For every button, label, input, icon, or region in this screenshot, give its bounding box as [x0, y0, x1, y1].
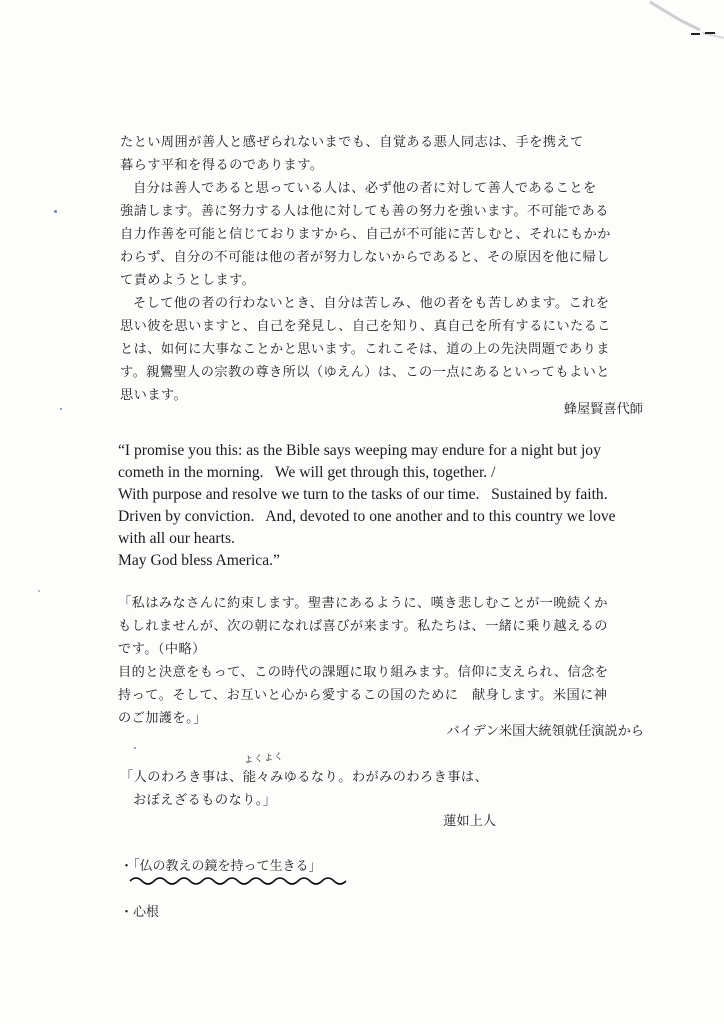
text-line: とは、如何に大事なことかと思います。これこそは、道の上の先決問題でありま: [120, 342, 610, 357]
text-line: のご加護を。」: [118, 711, 207, 726]
scan-speck: [60, 408, 62, 410]
wavy-underline: [128, 874, 358, 888]
translation-source: バイデン米国大統領就任演説から: [446, 724, 644, 739]
quote-line: With purpose and resolve we turn to the tasks of our time. Sustained by faith.: [118, 486, 608, 503]
handwritten-bullet-1: ・「仏の教えの鏡を持って生きる」: [120, 859, 322, 874]
scan-speck: [54, 210, 57, 213]
passage-author: 蜂屋賢喜代師: [563, 402, 643, 417]
text-line: です。（中略）: [118, 642, 206, 657]
text-line: たとい周囲が善人と感ぜられないまでも、自覚ある悪人同志は、手を携えて: [120, 135, 584, 150]
handwritten-furigana: よくよく: [243, 751, 285, 767]
text-line: て責めようとします。: [120, 273, 256, 288]
text-line: 目的と決意をもって、この時代の課題に取り組みます。信仰に支えられ、信念を: [118, 665, 609, 680]
text-line: 自分は善人であると思っている人は、必ず他の者に対して善人であることを: [133, 181, 597, 196]
text-line: 思います。: [120, 388, 188, 403]
text-line: 暮らす平和を得るのであります。: [120, 158, 324, 173]
quote-line: “I promise you this: as the Bible says weeping may endure for a night but joy: [118, 442, 601, 459]
text-line: 思い彼を思いますと、自己を発見し、自己を知り、真自己を所有するにいたるこ: [120, 319, 611, 334]
scan-speck: [38, 590, 40, 592]
text-line: 「人のわろき事は、能々みゆるなり。わがみのわろき事は、: [120, 770, 489, 785]
passage-paragraph-3: [120, 292, 645, 407]
english-quote: [118, 440, 658, 572]
text-line: わらず、自分の不可能は他の者が努力しないからであると、その原因を他に帰し: [120, 250, 610, 265]
scan-edge-mark: [640, 0, 724, 50]
passage-paragraph-1: [120, 131, 645, 177]
quote-line: Driven by conviction. And, devoted to one another and to this country we love: [118, 508, 616, 525]
rennyo-author: 蓮如上人: [443, 814, 496, 829]
rennyo-quote: [120, 766, 540, 812]
quote-line: May God bless America.”: [118, 552, 280, 569]
handwritten-bullet-2: ・心根: [120, 905, 160, 920]
passage-paragraph-2: [120, 177, 645, 292]
text-line: おぼえざるものなり。」: [133, 793, 277, 808]
text-line: 「私はみなさんに約束します。聖書にあるように、嘆き悲しむことが一晩続くか: [118, 596, 608, 611]
text-line: そして他の者の行わないとき、自分は苦しみ、他の者をも苦しめます。これを: [133, 296, 610, 311]
quote-line: cometh in the morning. We will get through this, together. /: [118, 464, 496, 481]
text-line: 強請します。善に努力する人は他に対しても善の努力を強います。不可能である: [120, 204, 609, 219]
translation-paragraph: [118, 592, 645, 730]
quote-line: with all our hearts.: [118, 530, 235, 547]
text-line: 自力作善を可能と信じておりますから、自己が不可能に苦しむと、それにもかか: [120, 227, 611, 242]
text-line: す。親鸞聖人の宗教の尊き所以（ゆえん）は、この一点にあるといってもよいと: [120, 365, 610, 380]
text-line: 持って。そして、お互いと心から愛するこの国のために 献身します。米国に神: [118, 688, 608, 703]
text-line: もしれませんが、次の朝になれば喜びが来ます。私たちは、一緒に乗り越えるの: [118, 619, 608, 634]
scan-speck: [134, 747, 136, 749]
